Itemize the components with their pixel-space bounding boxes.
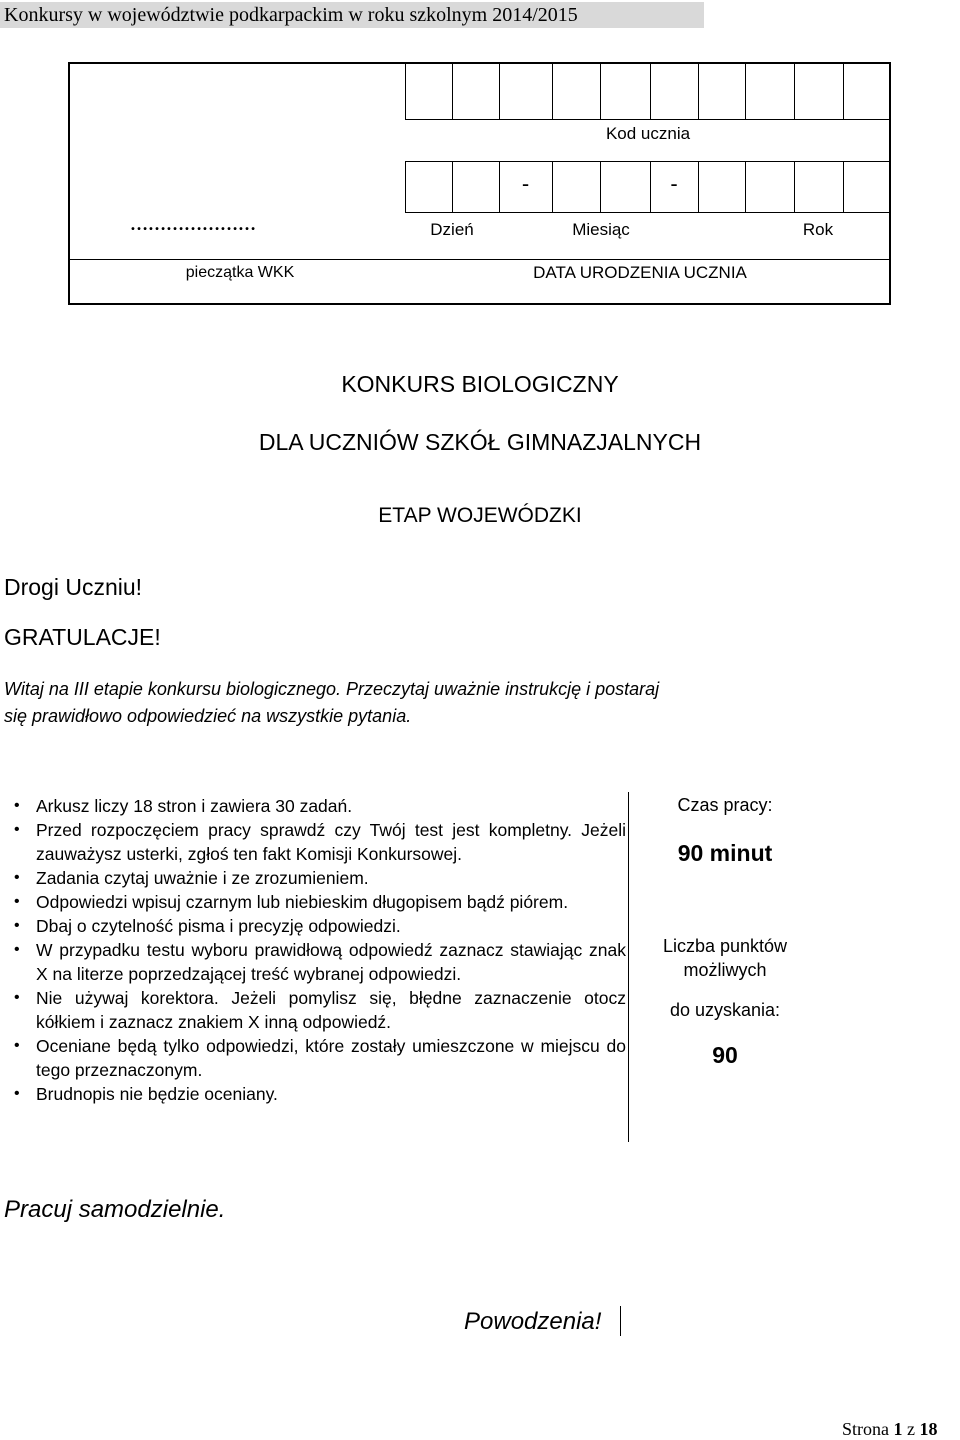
rule-item: • Oceniane będą tylko odpowiedzi, które zostały umieszczone w miejscu do tego przeznaczonym. — [14, 1034, 626, 1082]
points-label-1: Liczba punktów — [662, 936, 788, 956]
page-header: Konkursy w województwie podkarpackim w roku szkolnym 2014/2015 — [0, 2, 704, 28]
date-row-top — [405, 161, 891, 162]
page-current: 1 — [893, 1419, 903, 1439]
rule-item: • Arkusz liczy 18 stron i zawiera 30 zadań. — [14, 794, 626, 818]
instruction-line-2: się prawidłowo odpowiedzieć na wszystkie pytania. — [4, 706, 412, 726]
stamp-dots: ………………… — [130, 214, 256, 234]
work-alone-note: Pracuj samodzielnie. — [4, 1196, 226, 1223]
rule-item: • Przed rozpoczęciem pracy sprawdź czy Twój test jest kompletny. Jeżeli zauważysz usterki, zgłoś ten fakt Komisji Konkursowej. — [14, 818, 626, 866]
code-box-border — [698, 64, 699, 119]
title-contest: KONKURS BIOLOGICZNY — [341, 371, 619, 397]
time-value: 90 minut — [677, 840, 773, 866]
time-label: Czas pracy: — [677, 795, 773, 815]
date-box-border — [843, 161, 844, 212]
date-dash-1: - — [521, 171, 530, 196]
instruction-line-1: Witaj na III etapie konkursu biologicznego. Przeczytaj uważnie instrukcję i postaraj — [4, 679, 660, 699]
rule-item: • Nie używaj korektora. Jeżeli pomylisz się, błędne zaznaczenie otocz kółkiem i zaznacz znakiem X inną odpowiedź. — [14, 986, 626, 1034]
rule-item: • W przypadku testu wyboru prawidłową odpowiedź zaznacz stawiając znak X na literze poprzedzającej treść wybranej odpowiedzi. — [14, 938, 626, 986]
cursor-line — [620, 1306, 621, 1336]
points-label-2: możliwych — [683, 960, 767, 980]
title-audience: DLA UCZNIÓW SZKÓŁ GIMNAZJALNYCH — [258, 429, 702, 455]
rule-item: • Dbaj o czytelność pisma i precyzję odpowiedzi. — [14, 914, 626, 938]
page-sep: z — [907, 1419, 915, 1439]
congrats: GRATULACJE! — [4, 624, 161, 650]
date-dash-2: - — [670, 171, 678, 196]
code-box-border — [552, 64, 553, 119]
greeting: Drogi Uczniu! — [4, 574, 143, 600]
date-box-border — [552, 161, 553, 212]
rules-list — [14, 794, 626, 1106]
points-value: 90 — [712, 1042, 738, 1068]
student-info-box — [68, 62, 891, 305]
rule-item: • Zadania czytaj uważnie i ze zrozumieniem. — [14, 866, 626, 890]
code-box-border — [499, 64, 500, 119]
page-number — [842, 1418, 938, 1440]
birthdate-label: DATA URODZENIA UCZNIA — [533, 263, 747, 282]
date-box-border — [794, 161, 795, 212]
date-box-border — [405, 161, 406, 212]
date-box-border — [600, 161, 601, 212]
year-label: Rok — [802, 220, 834, 239]
good-luck-note: Powodzenia! — [464, 1308, 602, 1335]
date-row-bottom — [405, 212, 891, 213]
date-box-border — [745, 161, 746, 212]
day-label: Dzień — [430, 220, 474, 239]
student-code-label: Kod ucznia — [605, 124, 691, 143]
rule-item: • Brudnopis nie będzie oceniany. — [14, 1082, 626, 1106]
page-prefix: Strona — [842, 1419, 889, 1439]
code-box-border — [405, 64, 406, 119]
date-box-border — [698, 161, 699, 212]
code-box-border — [794, 64, 795, 119]
code-box-border — [600, 64, 601, 119]
code-box-border — [452, 64, 453, 119]
stamp-label: pieczątka WKK — [185, 264, 295, 281]
code-box-border — [745, 64, 746, 119]
month-label: Miesiąc — [572, 220, 630, 239]
column-divider — [628, 792, 629, 1142]
points-label-3: do uzyskania: — [669, 1000, 781, 1020]
title-stage: ETAP WOJEWÓDZKI — [378, 504, 582, 527]
page-total: 18 — [919, 1419, 938, 1439]
rule-item: • Odpowiedzi wpisuj czarnym lub niebieskim długopisem bądź piórem. — [14, 890, 626, 914]
date-box-border — [452, 161, 453, 212]
code-box-border — [650, 64, 651, 119]
code-box-border — [843, 64, 844, 119]
